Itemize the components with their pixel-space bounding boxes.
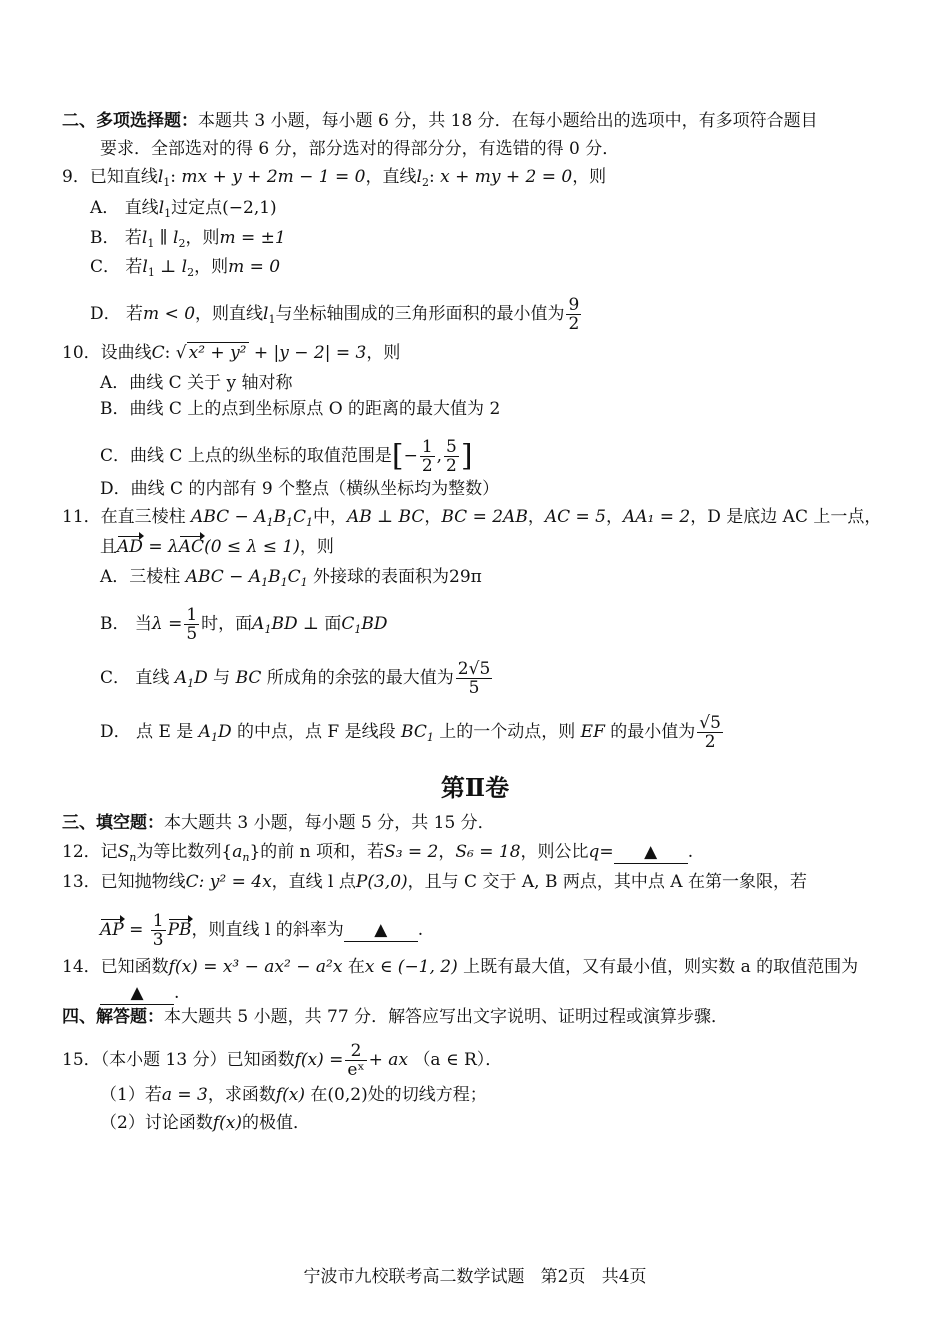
fraction: $\frac{2}{\text{eˣ}}$ xyxy=(347,1041,365,1080)
question-9-option-c: C． 若$l_1$ ⊥ $l_2$，则m = 0 xyxy=(90,257,281,279)
question-9-option-b: B． 若$l_1$ ∥ $l_2$，则m = ±1 xyxy=(90,228,286,250)
question-14-answer: ▲ . xyxy=(100,982,179,1005)
question-11-option-c: C． 直线 $A_1D$ 与 BC 所成角的余弦的最大值为 $\frac{2√5}{5}$ xyxy=(100,659,491,698)
question-11-stem-2: 且AD = λAC(0 ≤ λ ≤ 1)，则 xyxy=(100,537,334,557)
question-11-option-b: B． 当λ = $\frac{1}{5}$ 时，面$A_1BD$ ⊥ 面$C_1BD$ xyxy=(100,605,388,644)
section-2-title: 二、多项选择题： xyxy=(62,111,198,131)
question-15-part-1: （1）若a = 3，求函数f(x) 在(0,2)处的切线方程； xyxy=(100,1085,487,1105)
question-9-option-d: D． 若m < 0，则直线$l_1$与坐标轴围成的三角形面积的最小值为 $\frac{9}{2}$ xyxy=(90,295,580,334)
section-3-heading: 三、填空题：本大题共 3 小题，每小题 5 分，共 15 分． xyxy=(62,813,495,833)
question-9-option-a: A． 直线$l_1$过定点(−2,1) xyxy=(90,198,277,220)
question-10-option-c: C．曲线 C 上点的纵坐标的取值范围是[− $\frac{1}{2}$ , $\frac{5}{2}$ ] xyxy=(100,437,473,476)
answer-blank[interactable]: ▲ xyxy=(100,982,174,1005)
fraction: $\frac{5}{2}$ xyxy=(446,437,457,476)
footer-page-number: 第2页 xyxy=(540,1267,586,1287)
fraction: $\frac{√5}{2}$ xyxy=(699,713,721,752)
fraction: $\frac{1}{2}$ xyxy=(421,437,433,476)
fraction: $\frac{1}{5}$ xyxy=(186,605,198,644)
question-11-stem: 11．在直三棱柱 ABC − $A_1B_1C_1$中，AB ⊥ BC，BC = 2AB，AC = 5，AA₁ = 2，D 是底边 AC 上一点， xyxy=(62,507,882,529)
answer-blank[interactable]: ▲ xyxy=(344,919,418,942)
question-15-part-2: （2）讨论函数f(x)的极值． xyxy=(100,1113,310,1133)
question-10-option-b: B．曲线 C 上的点到坐标原点 O 的距离的最大值为 2 xyxy=(100,399,501,419)
page-footer xyxy=(0,1262,950,1287)
question-12: 12．记$S_n$为等比数列$\{a_n\}$的前 n 项和，若S₃ = 2，S₆ = 18，则公比q= ▲ . xyxy=(62,842,694,864)
question-10-option-d: D．曲线 C 的内部有 9 个整点（横纵坐标均为整数） xyxy=(100,479,500,499)
fraction: $\frac{2√5}{5}$ xyxy=(457,659,491,698)
question-13-stem: 13．已知抛物线C: y² = 4x，直线 l 点P(3,0)，且与 C 交于 A, B 两点，其中点 A 在第一象限，若 xyxy=(62,872,807,892)
question-13-condition: AP = $\frac{1}{3}$ PB，则直线 l 的斜率为 ▲ . xyxy=(100,911,424,950)
fraction: $\frac{1}{3}$ xyxy=(152,911,164,950)
question-11-option-d: D． 点 E 是 $A_1D$ 的中点，点 F 是线段 $BC_1$ 上的一个动点，则 EF 的最小值为 $\frac{√5}{2}$ xyxy=(100,713,721,752)
section-2-heading xyxy=(62,110,818,132)
question-15-stem: 15．（本小题 13 分）已知函数f(x) = $\frac{2}{\text{eˣ}}$ + ax （a ∈ R）． xyxy=(62,1041,503,1080)
question-9-stem: 9．已知直线$l_1$: mx + y + 2m − 1 = 0，直线$l_2$: x + my + 2 = 0，则 xyxy=(62,167,607,189)
question-11-option-a: A．三棱柱 ABC − $A_1B_1C_1$ 外接球的表面积为29π xyxy=(100,567,482,589)
answer-blank[interactable]: ▲ xyxy=(614,841,688,864)
part-2-heading: 第Ⅱ卷 xyxy=(440,773,510,802)
question-10-stem: 10．设曲线C: √ x² + y² + |y − 2| = 3，则 xyxy=(62,343,401,363)
footer-total-pages: 共4页 xyxy=(601,1267,647,1287)
section-4-heading: 四、解答题：本大题共 5 小题，共 77 分．解答应写出文字说明、证明过程或演算步骤． xyxy=(62,1007,729,1027)
section-2-instructions-2: 要求．全部选对的得 6 分，部分选对的得部分分，有选错的得 0 分． xyxy=(100,139,620,159)
question-14: 14．已知函数f(x) = x³ − ax² − a²x 在x ∈ (−1, 2) 上既有最大值，又有最小值，则实数 a 的取值范围为 xyxy=(62,957,859,977)
question-10-option-a: A．曲线 C 关于 y 轴对称 xyxy=(100,373,293,393)
footer-school: 宁波市九校联考高二数学试题 xyxy=(303,1267,525,1287)
fraction: $\frac{9}{2}$ xyxy=(568,295,580,334)
section-2-instructions: 本题共 3 小题，每小题 6 分，共 18 分．在每小题给出的选项中，有多项符合题目 xyxy=(198,111,818,131)
